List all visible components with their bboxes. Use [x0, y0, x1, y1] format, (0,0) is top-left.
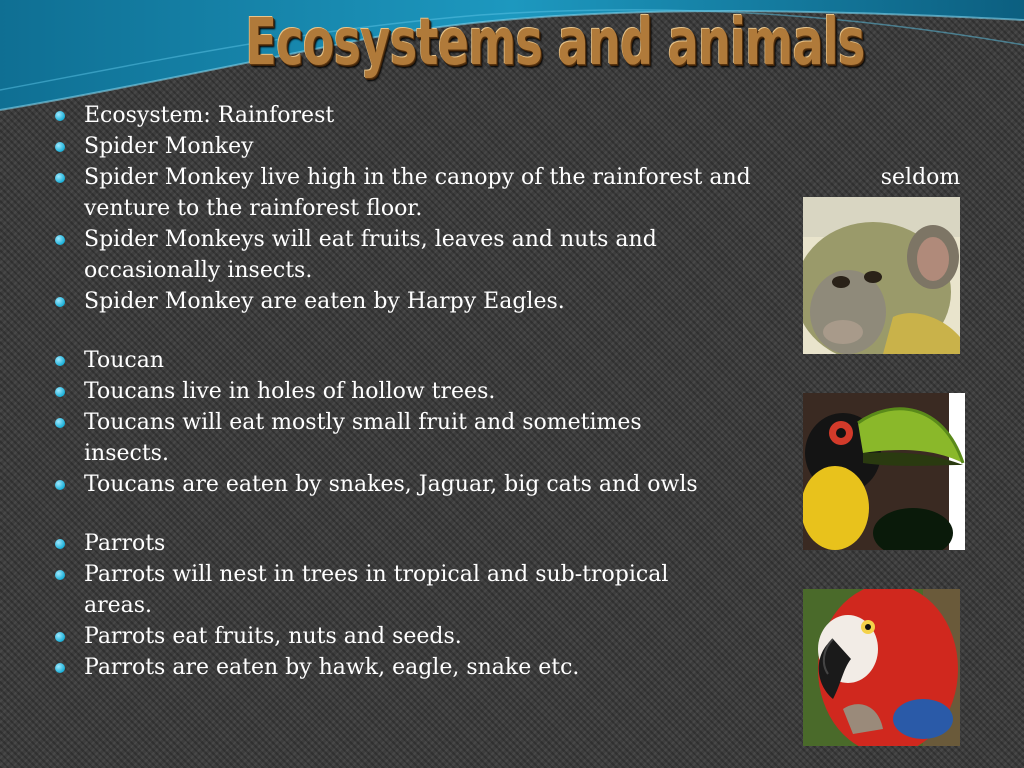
slide-title: Ecosystems and animals	[245, 6, 865, 80]
bullet-item: Parrots eat fruits, nuts and seeds.	[55, 621, 965, 652]
toucan-photo	[803, 393, 965, 550]
bullet-item: Toucans live in holes of hollow trees.	[55, 376, 965, 407]
bullet-item: Parrots are eaten by hawk, eagle, snake etc.	[55, 652, 965, 683]
bullet-item: Parrots will nest in trees in tropical and sub-tropical areas.	[55, 559, 684, 621]
bullet-item: Spider Monkey are eaten by Harpy Eagles.	[55, 286, 965, 317]
bullet-icon	[55, 235, 65, 245]
bullet-icon	[55, 142, 65, 152]
bullet-item: Toucan	[55, 345, 965, 376]
bullet-item: Toucans will eat mostly small fruit and sometimes insects.	[55, 407, 684, 469]
bullet-icon	[55, 356, 65, 366]
bullet-item: Spider Monkeys will eat fruits, leaves and nuts and occasionally insects.	[55, 224, 684, 286]
bullet-icon	[55, 663, 65, 673]
bullet-icon	[55, 173, 65, 183]
bullet-icon	[55, 418, 65, 428]
bullet-icon	[55, 539, 65, 549]
bullet-icon	[55, 480, 65, 490]
bullet-item: Toucans are eaten by snakes, Jaguar, big cats and owls	[55, 469, 965, 500]
bullet-item: Ecosystem: Rainforest	[55, 100, 965, 131]
bullet-icon	[55, 570, 65, 580]
parrot-photo	[803, 589, 960, 746]
bullet-icon	[55, 297, 65, 307]
bullet-item: Parrots	[55, 528, 965, 559]
bullet-icon	[55, 387, 65, 397]
bullet-icon	[55, 632, 65, 642]
bullet-item: Spider Monkey live high in the canopy of the rainforest and seldom venture to the rainforest floor.	[55, 162, 965, 224]
bullet-icon	[55, 111, 65, 121]
spider-monkey-photo	[803, 197, 960, 354]
bullet-item: Spider Monkey	[55, 131, 965, 162]
